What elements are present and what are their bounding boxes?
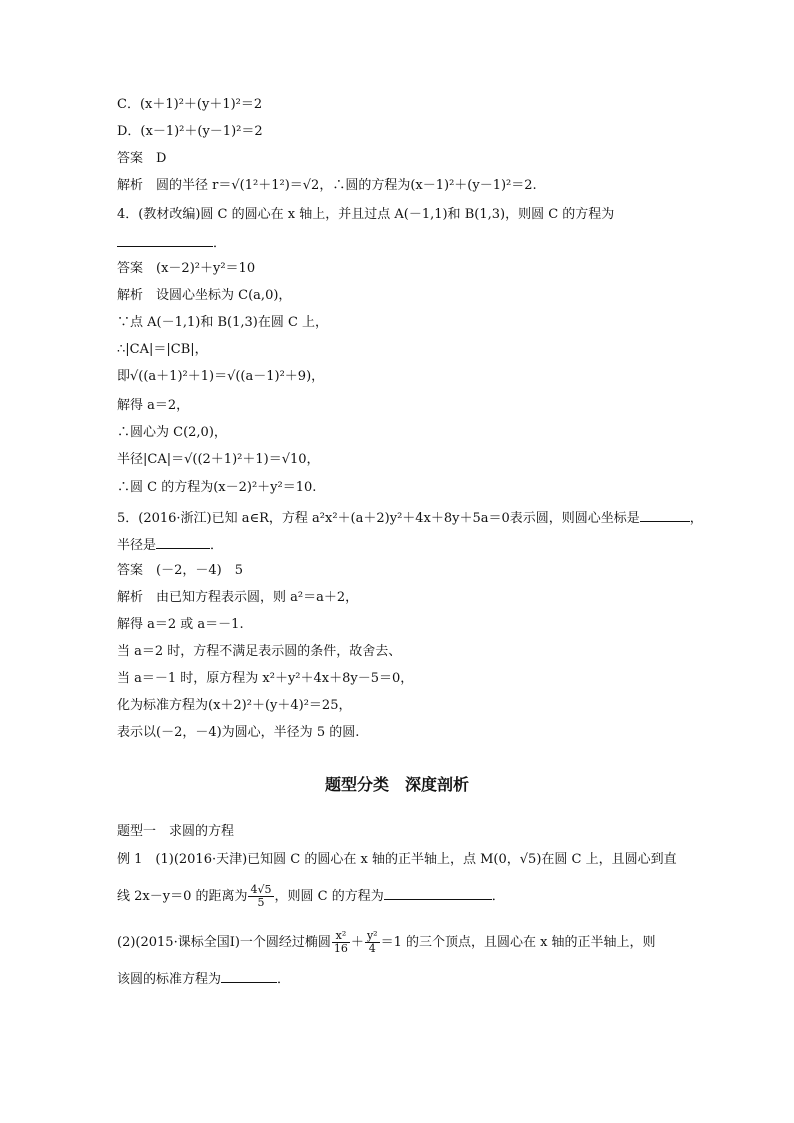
example-1-end: ． [491, 889, 505, 904]
analysis-4-line-4: 即√((a＋1)²＋1)＝√((a－1)²＋9)， [117, 369, 325, 384]
answer-5 [117, 561, 690, 581]
fraction-numerator: y² [366, 929, 378, 942]
analysis-5-line-1 [117, 588, 690, 608]
example-1-post: ，则圆 C 的方程为 [274, 889, 384, 904]
question-5-end: ， [689, 511, 703, 526]
example-2-post: ＝1 的三个顶点，且圆心在 x 轴的正半轴上，则 [380, 935, 656, 950]
question-5-radius: 半径是 [117, 538, 157, 553]
question-4: 4．(教材改编)圆 C 的圆心在 x 轴上，并且过点 A(－1,1)和 B(1,3)，则圆 C 的方程为 [117, 207, 615, 222]
analysis-4-line-2: ∵点 A(－1,1)和 B(1,3)在圆 C 上， [117, 315, 329, 330]
analysis-4-line-7: 半径|CA|＝√((2＋1)²＋1)＝√10， [117, 452, 320, 467]
fraction-denominator: 4 [368, 942, 376, 955]
example-2-end: ． [277, 972, 291, 987]
analysis-5-line-2: 解得 a＝2 或 a＝－1. [117, 617, 244, 632]
analysis-label: 解析 [117, 288, 144, 303]
fraction-numerator: 4√5 [250, 883, 272, 896]
answer-value: (x－2)²＋y²＝10 [156, 261, 256, 276]
analysis-text: 圆的半径 r＝√(1²＋1²)＝√2，∴圆的方程为(x－1)²＋(y－1)²＝2. [156, 178, 537, 193]
question-4-end: ． [213, 236, 227, 251]
analysis-5-line-3: 当 a＝2 时，方程不满足表示圆的条件，故舍去、 [117, 644, 402, 659]
ellipse-fraction-y [365, 930, 380, 955]
fraction-denominator: 5 [257, 896, 265, 909]
fraction-numerator: x² [332, 930, 350, 943]
example-2-pre: (2)(2015·课标全国Ⅰ)一个圆经过椭圆 [117, 935, 331, 950]
answer-value: D [156, 151, 167, 166]
answer-label: 答案 [117, 151, 144, 166]
analysis-4-line-1 [117, 286, 690, 306]
answer-4 [117, 259, 690, 279]
answer-blank [156, 534, 210, 549]
question-5-line-2 [117, 534, 690, 556]
analysis-5-line-5: 化为标准方程为(x＋2)²＋(y＋4)²＝25， [117, 698, 352, 713]
analysis-4-line-5: 解得 a＝2， [117, 398, 190, 413]
analysis-4-line-3: ∴|CA|＝|CB|， [117, 342, 208, 357]
analysis-4-line-6: ∴圆心为 C(2,0)， [117, 425, 227, 440]
analysis-label: 解析 [117, 590, 144, 605]
ellipse-fraction-x [332, 930, 350, 955]
fraction-denominator: 16 [333, 942, 348, 955]
example-1-part-2-line-2 [117, 968, 690, 990]
example-1-pre: 线 2x－y＝0 的距离为 [117, 889, 248, 904]
analysis-5-line-4: 当 a＝－1 时，原方程为 x²＋y²＋4x＋8y－5＝0， [117, 671, 414, 686]
question-5-text: 5．(2016·浙江)已知 a∈R，方程 a²x²＋(a＋2)y²＋4x＋8y＋5a＝0表示圆，则圆心坐标是 [117, 511, 640, 526]
analysis-text: 设圆心坐标为 C(a,0)， [156, 288, 292, 303]
option-c: C．(x＋1)²＋(y＋1)²＝2 [117, 97, 263, 112]
answer-label: 答案 [117, 261, 144, 276]
answer-blank [117, 232, 213, 247]
example-1-line-2 [117, 884, 690, 909]
plus-sign: ＋ [350, 935, 364, 950]
section-heading: 题型分类 深度剖析 [324, 775, 469, 794]
distance-fraction [248, 884, 273, 909]
example-2-line-2-text: 该圆的标准方程为 [117, 972, 222, 987]
answer-blank [640, 507, 690, 522]
option-d: D．(x－1)²＋(y－1)²＝2 [117, 124, 263, 139]
question-5-radius-end: ． [210, 538, 224, 553]
question-type-title: 题型一 求圆的方程 [117, 824, 235, 839]
question-4-blank-line [117, 232, 690, 254]
answer-blank [384, 885, 492, 900]
answer-3 [117, 149, 690, 169]
example-1-part-2 [117, 930, 690, 955]
analysis-5-line-6: 表示以(－2，－4)为圆心，半径为 5 的圆. [117, 725, 360, 740]
analysis-3 [117, 176, 690, 196]
analysis-label: 解析 [117, 178, 144, 193]
question-5 [117, 507, 703, 529]
answer-label: 答案 [117, 563, 144, 578]
example-1-line-1: 例 1 (1)(2016·天津)已知圆 C 的圆心在 x 轴的正半轴上，点 M(0，√5)在圆 C 上，且圆心到直 [117, 852, 677, 867]
answer-blank [221, 968, 277, 983]
analysis-4-line-8: ∴圆 C 的方程为(x－2)²＋y²＝10. [117, 480, 317, 495]
analysis-text: 由已知方程表示圆，则 a²＝a＋2， [156, 590, 359, 605]
answer-value: (－2，－4) 5 [156, 563, 243, 578]
